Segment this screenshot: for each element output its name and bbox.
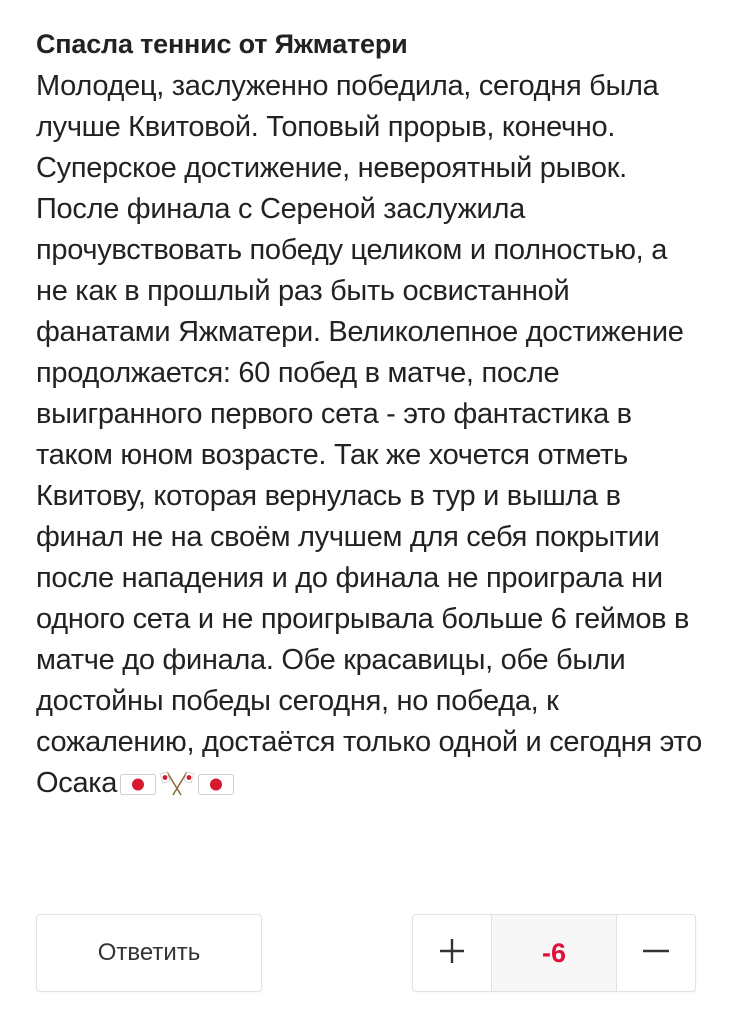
vote-score: -6: [491, 915, 617, 991]
reply-button[interactable]: Ответить: [36, 914, 262, 992]
upvote-button[interactable]: [413, 915, 491, 991]
comment-text: Молодец, заслуженно победила, сегодня была лучше Квитовой. Топовый прорыв, конечно. Суперское достижение, невероятный рывок. После финала с Сереной заслужила прочувствовать победу целиком и полностью, а не как в прошлый раз быть освистанной фанатами Яжматери. Великолепное достижение продолжается: 60 побед в матче, после выигранного первого сета - это фантастика в таком юном возрасте. Так же хочется отметь Квитову, которая вернулась в тур и вышла в финал не на своём лучшем для себя покрытии после нападения и до финала не проиграла ни одного сета и не проигрывала больше 6 геймов в матче до финала. Обе красавицы, обе были достойны победы сегодня, но победа, к сожалению, достаётся только одной и сегодня это Осака: [36, 70, 702, 799]
japan-flag-icon: [198, 767, 234, 808]
comment-author: Спасла теннис от Яжматери: [36, 29, 408, 59]
plus-icon: [439, 938, 465, 969]
comment-body: [36, 66, 706, 808]
japan-flag-icon: [120, 767, 156, 808]
comment-actions: [36, 914, 696, 992]
vote-control: [412, 914, 696, 992]
minus-icon: [642, 938, 670, 969]
comment: [36, 26, 706, 808]
crossed-flags-icon: [159, 767, 195, 808]
downvote-button[interactable]: [617, 915, 695, 991]
